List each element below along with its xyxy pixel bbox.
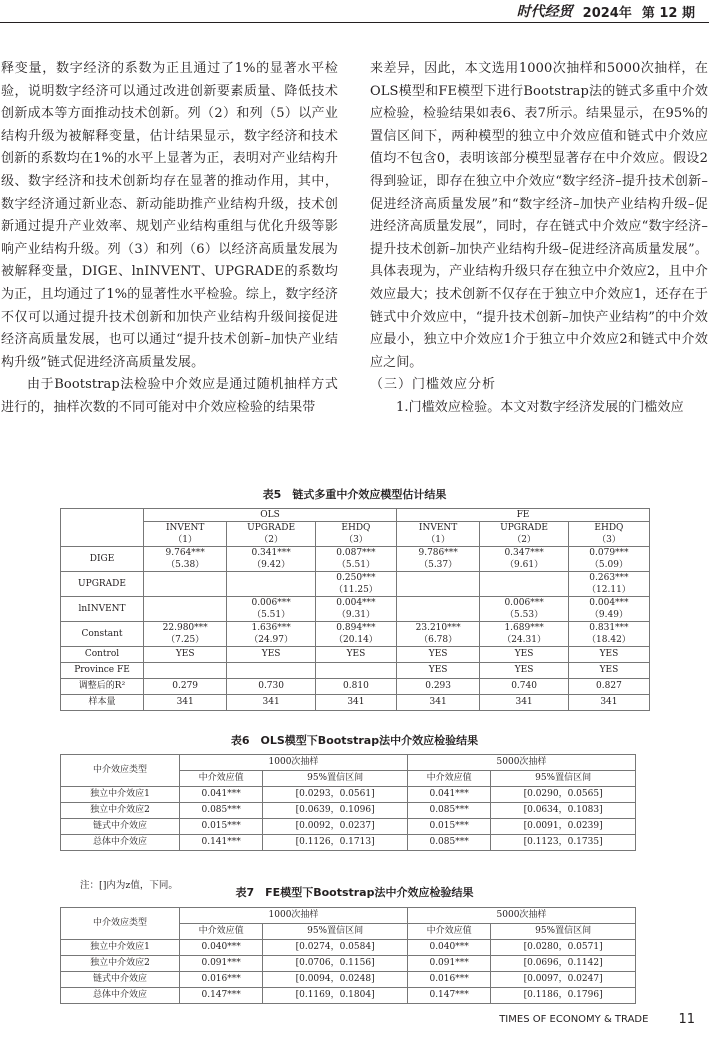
table5-cell xyxy=(227,663,316,679)
header-issue: 第 12 期 xyxy=(641,5,695,21)
page-footer xyxy=(499,1012,695,1027)
table5 xyxy=(60,508,650,711)
right-column xyxy=(370,58,708,420)
table7-row-label: 链式中介效应 xyxy=(61,972,180,988)
table6-row xyxy=(61,787,636,803)
table7-cell: 0.016*** xyxy=(407,972,490,988)
table5-cell xyxy=(568,622,649,647)
table5-row xyxy=(61,622,650,647)
table5-col-number: （1） xyxy=(426,535,450,545)
table5-cell xyxy=(396,572,479,597)
table5-row-label: 调整后的R² xyxy=(61,679,144,695)
table5-cell: 341 xyxy=(315,695,396,711)
table7-row-label: 独立中介效应1 xyxy=(61,940,180,956)
table6-subhead: 中介效应值 xyxy=(180,771,263,787)
journal-name: 时代经贸 xyxy=(516,4,573,20)
table5-tstat: （11.25） xyxy=(334,585,378,595)
table5-cell xyxy=(480,572,569,597)
table5-tstat: （7.25） xyxy=(166,635,205,645)
table5-coef: 1.636*** xyxy=(251,623,291,633)
table5-col-header xyxy=(480,522,569,547)
table5-col-name: EHDQ xyxy=(341,523,371,533)
table5-tstat: （24.31） xyxy=(502,635,546,645)
table5-cell xyxy=(396,622,479,647)
table5-coef: 9.764*** xyxy=(165,548,205,558)
table6-cell: [0.1123，0.1735] xyxy=(491,835,636,851)
table7-group-row xyxy=(61,908,636,924)
table7-cell: [0.1186，0.1796] xyxy=(491,988,636,1004)
table6-row-label: 链式中介效应 xyxy=(61,819,180,835)
table5-cell xyxy=(227,622,316,647)
table7-row xyxy=(61,940,636,956)
table6-subhead: 中介效应值 xyxy=(407,771,490,787)
table5-col-number: （2） xyxy=(512,535,536,545)
table5-cell: YES xyxy=(396,647,479,663)
table5-tstat: （5.37） xyxy=(419,560,458,570)
table5-tstat: （6.78） xyxy=(419,635,458,645)
table5-cell: YES xyxy=(315,647,396,663)
table5-col-number: （3） xyxy=(597,535,621,545)
table5-tstat: （20.14） xyxy=(334,635,378,645)
running-header xyxy=(517,0,695,22)
table6-cell: [0.1126，0.1713] xyxy=(263,835,408,851)
table5-coef: 0.341*** xyxy=(251,548,291,558)
table7-cell: 0.040*** xyxy=(407,940,490,956)
table5-col-header xyxy=(144,522,227,547)
table5-cell: 0.810 xyxy=(315,679,396,695)
table5-cell xyxy=(144,572,227,597)
table7-subhead: 95%置信区间 xyxy=(263,924,408,940)
table6-caption: 表6 OLS模型下Bootstrap法中介效应检验结果 xyxy=(230,734,479,747)
table7-subhead: 中介效应值 xyxy=(407,924,490,940)
table5-coef: 0.831*** xyxy=(589,623,629,633)
table7-cell: 0.091*** xyxy=(180,956,263,972)
table5-cell: YES xyxy=(480,647,569,663)
table5-col-number: （1） xyxy=(173,535,198,545)
right-paragraph-1: 来差异，因此，本文选用1000次抽样和5000次抽样，在OLS模型和FE模型下进行Bootstrap法的链式多重中介效应检验，检验结果如表6、表7所示。结果显示，在95%的置信区间下，两种模型的独立中介效应值和链式中介效应值均不包含0，表明该部分模型显著存在中介效应。假设2得到验证，即存在独立中介效应“数字经济–提升技术创新–促进经济高质量发展”和“数字经济–加快产业结构升级–促进经济高质量发展”，同时，存在链式中介效应“数字经济–提升技术创新–加快产业结构升级–促进经济高质量发展”。具体表现为，产业结构升级只存在独立中介效应2，且中介效应最大；技术创新不仅存在于独立中介效应1，还存在于链式中介效应中，“提升技术创新–加快产业结构”的中介效应最小，独立中介效应1介于独立中介效应2和链式中介效应之间。 xyxy=(370,61,708,370)
table6-row xyxy=(61,835,636,851)
table5-cell: YES xyxy=(144,647,227,663)
table5-cell xyxy=(480,622,569,647)
left-column xyxy=(1,58,338,420)
table6-cell: [0.0091，0.0239] xyxy=(491,819,636,835)
table5-col-number: （3） xyxy=(344,535,368,545)
table6-corner: 中介效应类型 xyxy=(61,755,180,787)
table7-row xyxy=(61,988,636,1004)
table5-tstat: （5.51） xyxy=(252,610,291,620)
table5-row-label: Constant xyxy=(61,622,144,647)
table5-row xyxy=(61,695,650,711)
table6-group-row xyxy=(61,755,636,771)
table5-cell: 0.730 xyxy=(227,679,316,695)
table5-cell xyxy=(227,572,316,597)
table5-coef: 0.250*** xyxy=(336,573,376,583)
table5-cell xyxy=(396,547,479,572)
table5-col-header xyxy=(315,522,396,547)
table5-coef: 0.006*** xyxy=(504,598,544,608)
table5-cell xyxy=(144,663,227,679)
table5-cell xyxy=(568,597,649,622)
table5-cell: 341 xyxy=(144,695,227,711)
table5-cell: 0.279 xyxy=(144,679,227,695)
table5-cell xyxy=(227,547,316,572)
table6-cell: [0.0293，0.0561] xyxy=(263,787,408,803)
table7-cell: 0.147*** xyxy=(407,988,490,1004)
table5-row-label: lnINVENT xyxy=(61,597,144,622)
table6 xyxy=(60,754,636,851)
table5-cell: YES xyxy=(568,663,649,679)
table5-col-row xyxy=(61,522,650,547)
table5-cell xyxy=(315,663,396,679)
table7-group-header: 1000次抽样 xyxy=(180,908,408,924)
table5-cell xyxy=(144,597,227,622)
table5-cell: YES xyxy=(568,647,649,663)
table5-coef: 23.210*** xyxy=(415,623,461,633)
table6-cell: 0.085*** xyxy=(180,803,263,819)
table5-coef: 0.894*** xyxy=(336,623,376,633)
table5-coef: 0.263*** xyxy=(589,573,629,583)
table7-cell: 0.040*** xyxy=(180,940,263,956)
table5-col-name: INVENT xyxy=(418,523,458,533)
table5-cell xyxy=(568,547,649,572)
table5-col-number: （2） xyxy=(259,535,283,545)
table7-group-header: 5000次抽样 xyxy=(407,908,635,924)
table5-tstat: （12.11） xyxy=(587,585,631,595)
table5-tstat: （9.42） xyxy=(252,560,291,570)
table7-cell: [0.1169，0.1804] xyxy=(263,988,408,1004)
table6-cell: 0.141*** xyxy=(180,835,263,851)
table5-tstat: （9.61） xyxy=(505,560,544,570)
table5-coef: 0.347*** xyxy=(504,548,544,558)
table5-tstat: （9.49） xyxy=(589,610,628,620)
table5-cell: 0.293 xyxy=(396,679,479,695)
table5-cell: YES xyxy=(480,663,569,679)
table7-row-label: 独立中介效应2 xyxy=(61,956,180,972)
table7-subhead: 中介效应值 xyxy=(180,924,263,940)
table5-cell: YES xyxy=(227,647,316,663)
page-number: 11 xyxy=(678,1012,695,1027)
table5-row-label: UPGRADE xyxy=(61,572,144,597)
header-rule xyxy=(0,22,709,23)
header-year: 2024年 xyxy=(582,5,632,21)
table7-cell: [0.0696，0.1142] xyxy=(491,956,636,972)
table5-caption: 表5 链式多重中介效应模型估计结果 xyxy=(262,488,447,501)
table6-row xyxy=(61,803,636,819)
table5-row-label: DIGE xyxy=(61,547,144,572)
table6-row-label: 总体中介效应 xyxy=(61,835,180,851)
table5-row xyxy=(61,663,650,679)
table7-subhead: 95%置信区间 xyxy=(491,924,636,940)
table7-row-label: 总体中介效应 xyxy=(61,988,180,1004)
table7-cell: 0.016*** xyxy=(180,972,263,988)
table5-group-header: OLS xyxy=(144,509,397,522)
table6-cell: [0.0290，0.0565] xyxy=(491,787,636,803)
section-heading: （三）门槛效应分析 xyxy=(370,377,497,393)
table6-row xyxy=(61,819,636,835)
table5-col-header xyxy=(396,522,479,547)
table5-tstat: （5.53） xyxy=(505,610,544,620)
table7-cell: [0.0274，0.0584] xyxy=(263,940,408,956)
table6-cell: 0.085*** xyxy=(407,803,490,819)
table6-cell: 0.041*** xyxy=(407,787,490,803)
table5-coef: 22.980*** xyxy=(162,623,208,633)
table7-cell: 0.147*** xyxy=(180,988,263,1004)
table5-coef: 0.087*** xyxy=(336,548,376,558)
table5-tstat: （5.51） xyxy=(336,560,375,570)
table5-row-label: 样本量 xyxy=(61,695,144,711)
right-paragraph-2: 1.门槛效应检验。本文对数字经济发展的门槛效应 xyxy=(396,399,684,415)
table5-coef: 0.004*** xyxy=(589,598,629,608)
table5-cell: 341 xyxy=(396,695,479,711)
table6-group-header: 1000次抽样 xyxy=(180,755,408,771)
table5-col-name: UPGRADE xyxy=(247,523,296,533)
table-note: 注：[]内为z值，下同。 xyxy=(80,880,178,891)
table5-row xyxy=(61,572,650,597)
table6-cell: 0.085*** xyxy=(407,835,490,851)
table5-cell xyxy=(315,547,396,572)
table7-corner: 中介效应类型 xyxy=(61,908,180,940)
table5-cell xyxy=(396,597,479,622)
table7-row xyxy=(61,972,636,988)
table5-row xyxy=(61,647,650,663)
table5-col-name: EHDQ xyxy=(594,523,624,533)
table5-cell: 341 xyxy=(568,695,649,711)
table7-cell: [0.0094，0.0248] xyxy=(263,972,408,988)
table5-cell xyxy=(480,547,569,572)
table5-row xyxy=(61,679,650,695)
table5-row-label: Province FE xyxy=(61,663,144,679)
table5-cell xyxy=(480,597,569,622)
table6-subhead: 95%置信区间 xyxy=(491,771,636,787)
table6-cell: 0.015*** xyxy=(180,819,263,835)
table5-corner xyxy=(61,509,144,547)
table5-row xyxy=(61,547,650,572)
table5-cell: 0.827 xyxy=(568,679,649,695)
table6-row-label: 独立中介效应1 xyxy=(61,787,180,803)
table6-cell: [0.0092，0.0237] xyxy=(263,819,408,835)
table5-cell xyxy=(144,547,227,572)
table5-coef: 9.786*** xyxy=(418,548,458,558)
table5-row-label: Control xyxy=(61,647,144,663)
table6-cell: [0.0639，0.1096] xyxy=(263,803,408,819)
table5-tstat: （5.38） xyxy=(166,560,205,570)
left-paragraph-1: 释变量，数字经济的系数为正且通过了1%的显著水平检验，说明数字经济可以通过改进创新要素质量、降低技术创新成本等方面推动技术创新。列（2）和列（5）以产业结构升级为被解释变量，估计结果显示，数字经济和技术创新的系数均在1%的水平上显著为正，表明对产业结构升级、数字经济和技术创新均存在显著的推动作用，其中，数字经济通过新业态、新动能助推产业结构升级，技术创新通过提升产业效率、规划产业结构重组与优化升级等影响产业结构升级。列（3）和列（6）以经济高质量发展为被解释变量，DIGE、lnINVENT、UPGRADE的系数均为正，且均通过了1%的显著性水平检验。综上，数字经济不仅可以通过提升技术创新和加快产业结构升级间接促进经济高质量发展，也可以通过“提升技术创新–加快产业结构升级”链式促进经济高质量发展。 xyxy=(1,61,338,370)
table7-caption: 表7 FE模型下Bootstrap法中介效应检验结果 xyxy=(235,886,474,899)
table5-col-name: INVENT xyxy=(165,523,205,533)
table5-row xyxy=(61,597,650,622)
table7-cell: 0.091*** xyxy=(407,956,490,972)
table5-col-name: UPGRADE xyxy=(500,523,549,533)
table5-col-header xyxy=(568,522,649,547)
table5-cell xyxy=(227,597,316,622)
footer-journal-en: TIMES OF ECONOMY & TRADE xyxy=(499,1014,649,1025)
table5-cell xyxy=(568,572,649,597)
left-paragraph-2: 由于Bootstrap法检验中介效应是通过随机抽样方式进行的，抽样次数的不同可能对中介效应检验的结果带 xyxy=(1,377,338,415)
table5-cell: 0.740 xyxy=(480,679,569,695)
table5-cell xyxy=(144,622,227,647)
table6-cell: 0.041*** xyxy=(180,787,263,803)
table7-cell: [0.0097，0.0247] xyxy=(491,972,636,988)
table6-cell: [0.0634，0.1083] xyxy=(491,803,636,819)
table5-coef: 0.004*** xyxy=(336,598,376,608)
table5-group-header: FE xyxy=(396,509,649,522)
table5-cell: 341 xyxy=(227,695,316,711)
table5-tstat: （5.09） xyxy=(589,560,628,570)
table5-group-row xyxy=(61,509,650,522)
table5-tstat: （9.31） xyxy=(336,610,375,620)
table6-cell: 0.015*** xyxy=(407,819,490,835)
table6-group-header: 5000次抽样 xyxy=(407,755,635,771)
table7 xyxy=(60,907,636,1004)
table5-coef: 0.006*** xyxy=(251,598,291,608)
table6-subhead: 95%置信区间 xyxy=(263,771,408,787)
table5-cell: 341 xyxy=(480,695,569,711)
table7-cell: [0.0280，0.0571] xyxy=(491,940,636,956)
table5-coef: 1.689*** xyxy=(504,623,544,633)
table5-cell xyxy=(315,572,396,597)
table5-cell xyxy=(315,622,396,647)
table7-cell: [0.0706，0.1156] xyxy=(263,956,408,972)
table5-coef: 0.079*** xyxy=(589,548,629,558)
table5-tstat: （18.42） xyxy=(587,635,631,645)
table5-cell: YES xyxy=(396,663,479,679)
table5-cell xyxy=(315,597,396,622)
table5-col-header xyxy=(227,522,316,547)
table5-tstat: （24.97） xyxy=(249,635,293,645)
table6-row-label: 独立中介效应2 xyxy=(61,803,180,819)
table7-row xyxy=(61,956,636,972)
